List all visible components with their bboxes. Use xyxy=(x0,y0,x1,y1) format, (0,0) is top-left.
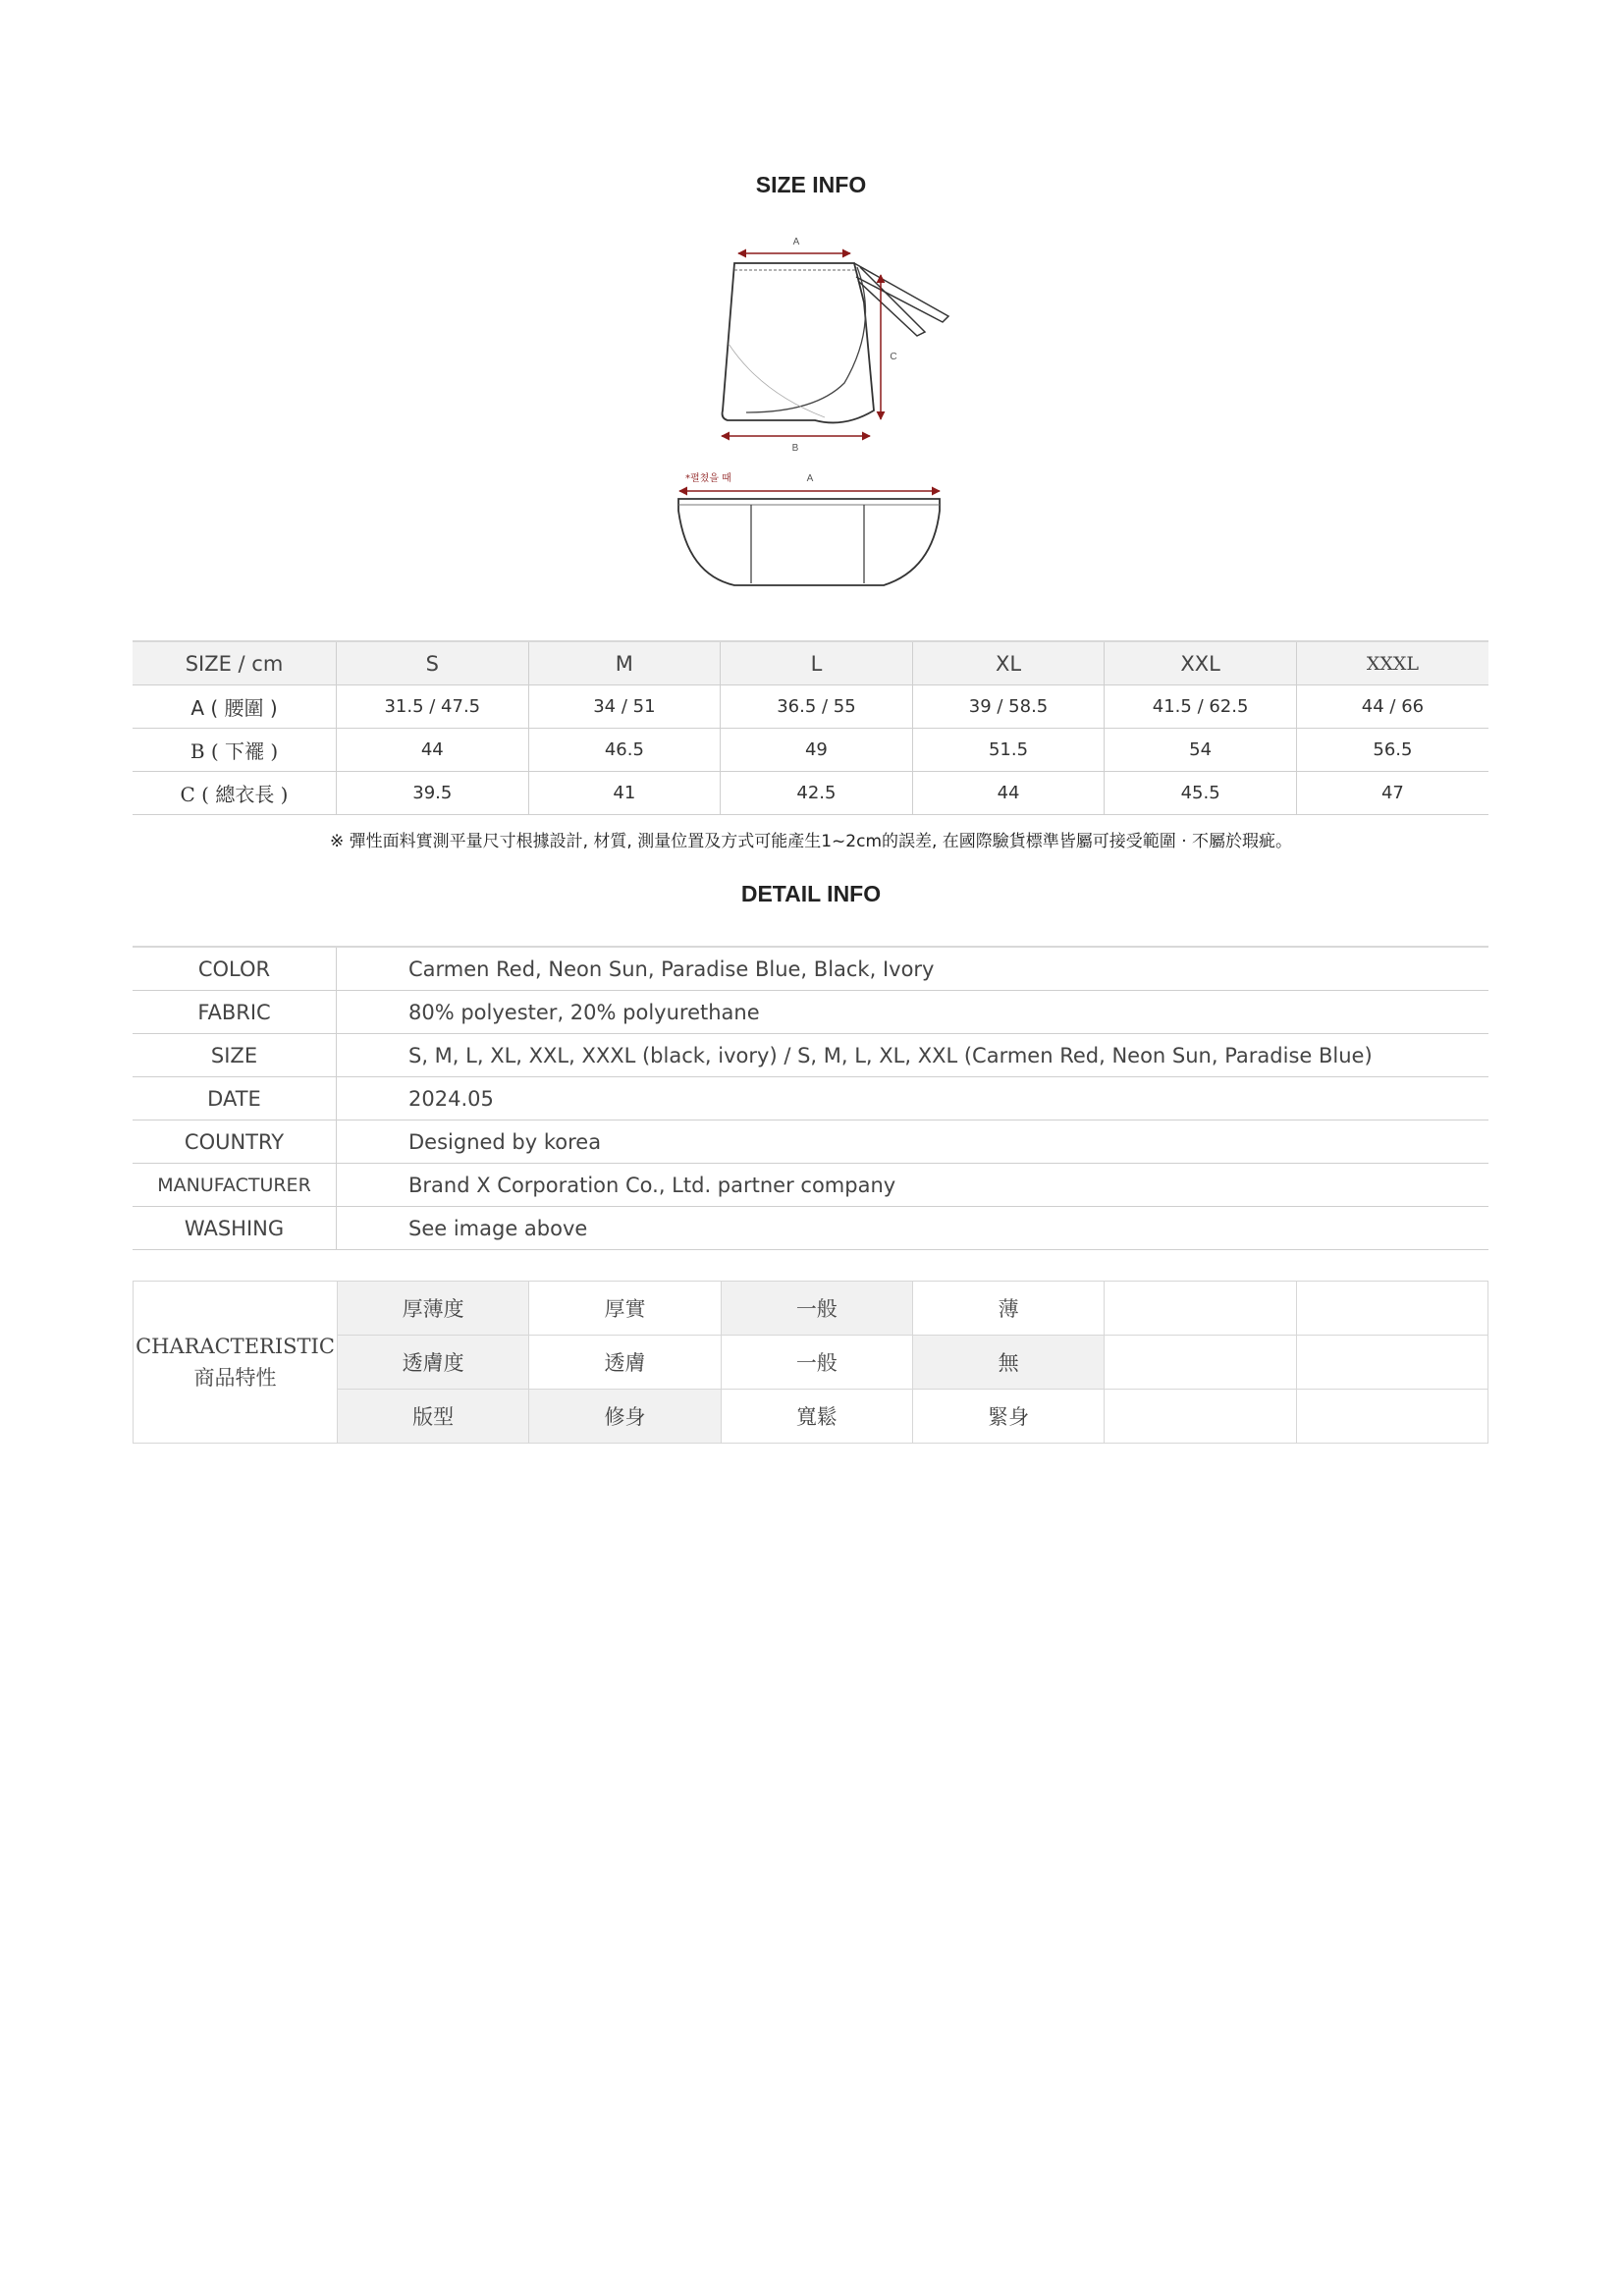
size-table-row xyxy=(133,772,1488,815)
detail-label: COUNTRY xyxy=(133,1121,337,1164)
detail-row-size xyxy=(133,1034,1488,1077)
size-cell: 39 / 58.5 xyxy=(912,685,1105,729)
size-table-row xyxy=(133,685,1488,729)
size-cell: 47 xyxy=(1296,772,1488,815)
detail-row-country xyxy=(133,1121,1488,1164)
size-cell: 41.5 / 62.5 xyxy=(1105,685,1297,729)
characteristic-table xyxy=(133,1281,1488,1444)
size-header-cell: S xyxy=(337,641,529,685)
size-row-label: A ( 腰圍 ) xyxy=(133,685,337,729)
size-cell: 56.5 xyxy=(1296,729,1488,772)
detail-row-date xyxy=(133,1077,1488,1121)
size-header-cell: XXL xyxy=(1105,641,1297,685)
characteristic-option: 緊身 xyxy=(912,1390,1104,1444)
size-cell: 44 xyxy=(912,772,1105,815)
skirt-outline xyxy=(723,263,874,422)
size-cell: 41 xyxy=(528,772,721,815)
size-header-cell: L xyxy=(721,641,913,685)
characteristic-option-selected: 修身 xyxy=(529,1390,721,1444)
detail-label: DATE xyxy=(133,1077,337,1121)
measure-c-label: C xyxy=(890,352,897,362)
detail-value: Brand X Corporation Co., Ltd. partner company xyxy=(337,1164,1489,1207)
detail-value: 2024.05 xyxy=(337,1077,1489,1121)
size-cell: 44 xyxy=(337,729,529,772)
detail-row-fabric xyxy=(133,991,1488,1034)
detail-table xyxy=(133,946,1488,1250)
size-row-label: B ( 下襬 ) xyxy=(133,729,337,772)
characteristic-name: 厚薄度 xyxy=(338,1282,529,1336)
detail-row-color xyxy=(133,947,1488,991)
characteristic-option: 一般 xyxy=(721,1336,912,1390)
measure-b-label: B xyxy=(791,443,799,454)
size-cell: 31.5 / 47.5 xyxy=(337,685,529,729)
detail-value: Designed by korea xyxy=(337,1121,1489,1164)
measurement-note: ※ 彈性面料實測平量尺寸根據設計, 材質, 測量位置及方式可能產生1~2cm的誤差, 在國際驗貨標準皆屬可接受範圍 · 不屬於瑕疵。 xyxy=(329,832,1293,851)
size-cell: 36.5 / 55 xyxy=(721,685,913,729)
characteristic-option xyxy=(1105,1390,1296,1444)
characteristic-label-zh: 商品特性 xyxy=(193,1366,277,1390)
detail-label: SIZE xyxy=(133,1034,337,1077)
size-table xyxy=(133,640,1488,815)
characteristic-label-en: CHARACTERISTIC xyxy=(135,1335,335,1358)
measure-a-label: A xyxy=(792,237,800,247)
characteristic-option: 透膚 xyxy=(529,1336,721,1390)
detail-value: S, M, L, XL, XXL, XXXL (black, ivory) / S, M, L, XL, XXL (Carmen Red, Neon Sun, Paradise Blue) xyxy=(337,1034,1489,1077)
detail-label: FABRIC xyxy=(133,991,337,1034)
detail-info-title: DETAIL INFO xyxy=(740,881,882,906)
characteristic-option xyxy=(1105,1336,1296,1390)
characteristic-option xyxy=(1296,1336,1487,1390)
size-cell: 45.5 xyxy=(1105,772,1297,815)
detail-label: COLOR xyxy=(133,947,337,991)
characteristic-option: 厚實 xyxy=(529,1282,721,1336)
characteristic-row xyxy=(134,1282,1488,1336)
characteristic-name: 版型 xyxy=(338,1390,529,1444)
stretch-note-label: *펼쳤을 때 xyxy=(685,473,731,484)
size-table-header-row xyxy=(133,641,1488,685)
characteristic-name: 透膚度 xyxy=(338,1336,529,1390)
detail-value: Carmen Red, Neon Sun, Paradise Blue, Black, Ivory xyxy=(337,947,1489,991)
size-cell: 42.5 xyxy=(721,772,913,815)
size-header-cell: XXXL xyxy=(1296,641,1488,685)
detail-row-manufacturer xyxy=(133,1164,1488,1207)
size-cell: 46.5 xyxy=(528,729,721,772)
characteristic-option xyxy=(1296,1282,1487,1336)
size-header-cell: XL xyxy=(912,641,1105,685)
characteristic-option-selected: 無 xyxy=(912,1336,1104,1390)
size-cell: 54 xyxy=(1105,729,1297,772)
characteristic-option xyxy=(1296,1390,1487,1444)
measure-a2-label: A xyxy=(806,473,814,484)
detail-value: 80% polyester, 20% polyurethane xyxy=(337,991,1489,1034)
detail-label: WASHING xyxy=(133,1207,337,1250)
size-cell: 51.5 xyxy=(912,729,1105,772)
characteristic-option: 薄 xyxy=(912,1282,1104,1336)
characteristic-option xyxy=(1105,1282,1296,1336)
characteristic-option: 寬鬆 xyxy=(721,1390,912,1444)
skirt-measurement-diagram xyxy=(0,226,1622,599)
skirt-tie xyxy=(854,263,948,322)
size-cell: 44 / 66 xyxy=(1296,685,1488,729)
size-row-label: C ( 總衣長 ) xyxy=(133,772,337,815)
detail-value: See image above xyxy=(337,1207,1489,1250)
size-cell: 39.5 xyxy=(337,772,529,815)
size-cell: 34 / 51 xyxy=(528,685,721,729)
size-table-row xyxy=(133,729,1488,772)
characteristic-option-selected: 一般 xyxy=(721,1282,912,1336)
characteristic-heading xyxy=(134,1282,338,1444)
size-cell: 49 xyxy=(721,729,913,772)
detail-label: MANUFACTURER xyxy=(133,1164,337,1207)
size-header-cell: SIZE / cm xyxy=(133,641,337,685)
skirt-flat-outline xyxy=(678,499,940,585)
detail-row-washing xyxy=(133,1207,1488,1250)
size-info-title: SIZE INFO xyxy=(755,172,867,197)
size-header-cell: M xyxy=(528,641,721,685)
